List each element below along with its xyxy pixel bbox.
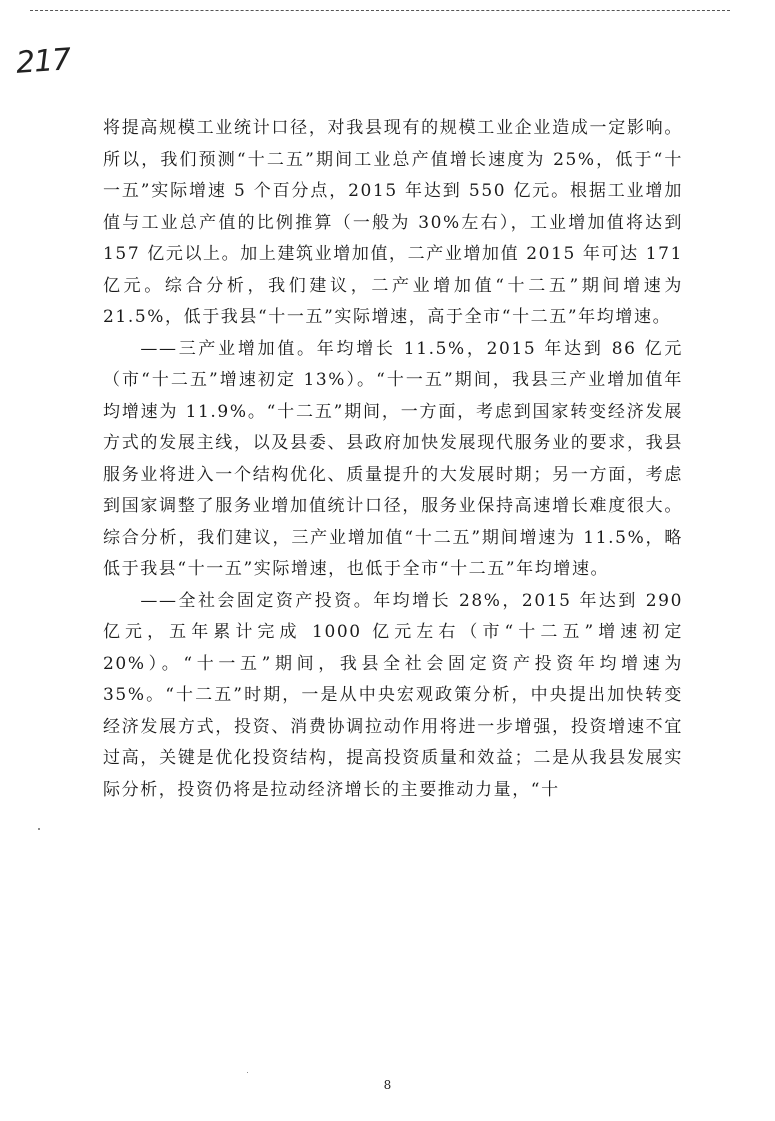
paragraph-tertiary-industry: ——三产业增加值。年均增长 11.5%，2015 年达到 86 亿元（市“十二五”增速初定 13%）。“十一五”期间，我县三产业增加值年均增速为 11.9%。“十二五”期间，一方面，考虑到国家转变经济发展方式的发展主线，以及县委、县政府加快发展现代服务业的要求，我县服务业将进入一个结构优化、质量提升的大发展时期；另一方面，考虑到国家调整了服务业增加值统计口径，服务业保持高速增长难度很大。综合分析，我们建议，三产业增加值“十二五”期间增速为 11.5%，略低于我县“十一五”实际增速，也低于全市“十二五”年均增速。 <box>103 338 683 579</box>
paragraph-industry: 将提高规模工业统计口径，对我县现有的规模工业企业造成一定影响。所以，我们预测“十二五”期间工业总产值增长速度为 25%，低于“十一五”实际增速 5 个百分点，2015 年达到 550 亿元。根据工业增加值与工业总产值的比例推算（一般为 30%左右），工业增加值将达到 157 亿元以上。加上建筑业增加值，二产业增加值 2015 年可达 171 亿元。综合分析，我们建议，二产业增加值“十二五”期间增速为 21.5%，低于我县“十一五”实际增速，高于全市“十二五”年均增速。 <box>103 118 683 327</box>
scan-speck <box>247 1072 248 1073</box>
page-number: 8 <box>383 1078 392 1092</box>
document-body <box>103 113 683 806</box>
paragraph-fixed-asset-investment: ——全社会固定资产投资。年均增长 28%，2015 年达到 290 亿元，五年累计完成 1000 亿元左右（市“十二五”增速初定 20%）。“十一五”期间，我县全社会固定资产投资年均增速为 35%。“十二五”时期，一是从中央宏观政策分析，中央提出加快转变经济发展方式，投资、消费协调拉动作用将进一步增强，投资增速不宜过高，关键是优化投资结构，提高投资质量和效益；二是从我县发展实际分析，投资仍将是拉动经济增长的主要推动力量，“十 <box>103 590 683 800</box>
scan-speck <box>38 828 40 830</box>
scan-top-rule <box>30 10 730 11</box>
handwritten-page-mark: 217 <box>14 42 72 81</box>
